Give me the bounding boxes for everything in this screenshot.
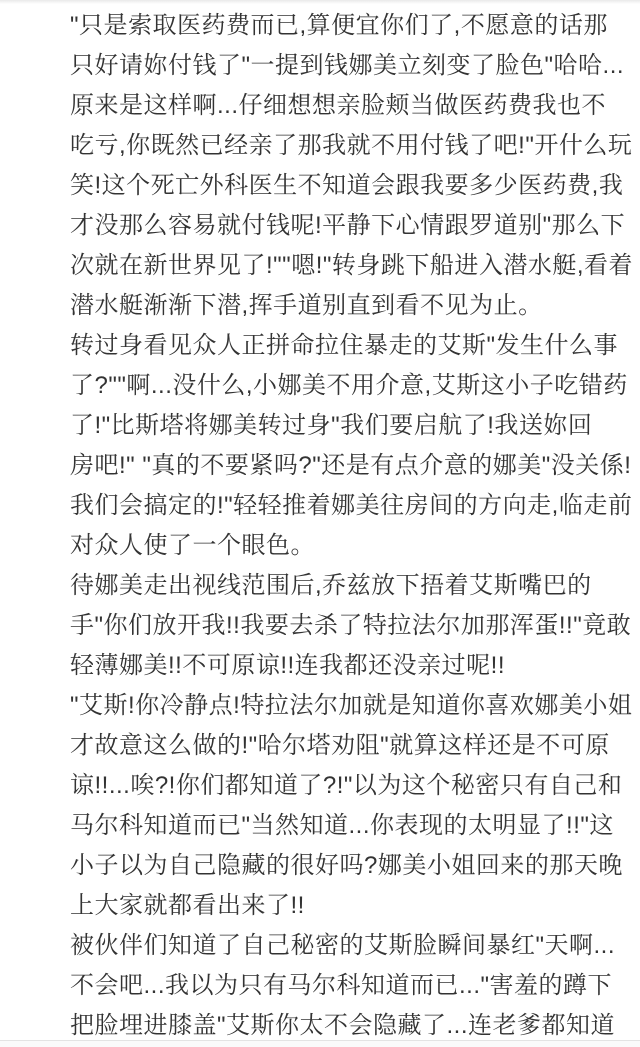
text-line: 把脸埋进膝盖"艾斯你太不会隐藏了...连老爹都知道 (70, 1012, 616, 1039)
text-line: 马尔科知道而已"当然知道...你表现的太明显了!!"这 (70, 812, 614, 839)
text-line: "艾斯!你冷静点!特拉法尔加就是知道你喜欢娜美小姐 (70, 692, 633, 719)
text-line: 待娜美走出视线范围后,乔兹放下捂着艾斯嘴巴的 (70, 572, 592, 599)
text-line: 小子以为自己隐藏的很好吗?娜美小姐回来的那天晚 (70, 852, 623, 879)
text-line: 不会吧...我以为只有马尔科知道而已..."害羞的蹲下 (70, 972, 613, 999)
paragraph (70, 6, 634, 326)
text-line: 才故意这么做的!"哈尔塔劝阻"就算这样还是不可原 (70, 732, 610, 759)
text-line: 上大家就都看出来了!! (70, 892, 305, 919)
novel-text (70, 6, 634, 1046)
text-line: 吃亏,你既然已经亲了那我就不用付钱了吧!"开什么玩 (70, 132, 633, 159)
paragraph (70, 926, 626, 1046)
paragraph (70, 566, 632, 686)
text-line: 我们会搞定的!"轻轻推着娜美往房间的方向走,临走前 (70, 492, 633, 519)
text-line: 笑!这个死亡外科医生不知道会跟我要多少医药费,我 (70, 172, 624, 199)
text-line: 了?""啊...没什么,小娜美不用介意,艾斯这小子吃错药 (70, 372, 628, 399)
text-line: 次就在新世界见了!""嗯!"转身跳下船进入潜水艇,看着 (70, 252, 634, 279)
text-line: 被伙伴们知道了自己秘密的艾斯脸瞬间暴红"天啊... (70, 932, 616, 959)
text-line: 才没那么容易就付钱呢!平静下心情跟罗道别"那么下 (70, 212, 626, 239)
text-line: 潜水艇渐渐下潜,挥手道别直到看不见为止。 (70, 292, 543, 319)
text-line: 轻薄娜美!!不可原谅!!连我都还没亲过呢!! (70, 652, 506, 679)
text-line: 谅!!...唉?!你们都知道了?!"以为这个秘密只有自己和 (70, 772, 623, 799)
text-line: 只好请妳付钱了"一提到钱娜美立刻变了脸色"哈哈... (70, 52, 625, 79)
paragraph (70, 686, 633, 926)
text-line: 原来是这样啊...仔细想想亲脸颊当做医药费我也不 (70, 92, 607, 119)
top-edge-shadow (0, 0, 640, 4)
text-line: 房吧!" "真的不要紧吗?"还是有点介意的娜美"没关係! (70, 452, 632, 479)
text-line: 手"你们放开我!!我要去杀了特拉法尔加那浑蛋!!"竟敢 (70, 612, 632, 639)
paragraph (70, 326, 633, 566)
footer-strip (0, 1041, 640, 1047)
text-line: 了!"比斯塔将娜美转过身"我们要启航了!我送妳回 (70, 412, 593, 439)
text-line: "只是索取医药费而已,算便宜你们了,不愿意的话那 (70, 12, 608, 39)
text-line: 对众人使了一个眼色。 (70, 532, 315, 559)
text-line: 转过身看见众人正拼命拉住暴走的艾斯"发生什么事 (70, 332, 619, 359)
